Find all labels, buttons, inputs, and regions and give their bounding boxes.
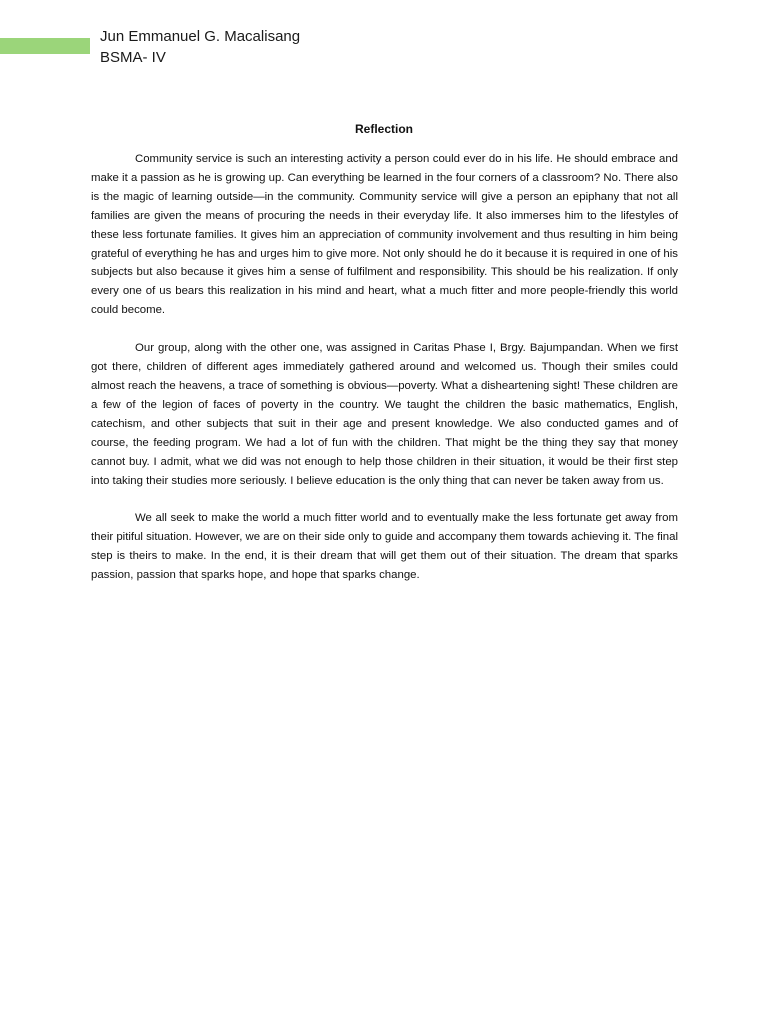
document-body	[91, 150, 678, 604]
author-name: Jun Emmanuel G. Macalisang	[100, 28, 301, 45]
paragraph: Community service is such an interesting activity a person could ever do in his life. He should embrace and make it a passion as he is growing up. Can everything be learned in the four corners of a classroom? No. There also is the magic of learning outside—in the community. Community service will give a person an epiphany that not all families are given the means of procuring the needs in their everyday life. It also immerses him to the lifestyles of these less fortunate families. It gives him an appreciation of community involvement and thus resulting in him being grateful of everything he has and urges him to give more. Not only should he do it because it is required in one of his subjects but also because it gives him a sense of fulfilment and responsibility. This should be his realization. If only every one of us bears this realization in his mind and heart, what a much fitter and more people-friendly this world could become.	[91, 153, 678, 317]
document-title: Reflection	[354, 122, 413, 136]
paragraph: We all seek to make the world a much fitter world and to eventually make the less fortunate get away from their pitiful situation. However, we are on their side only to guide and accompany them towards achieving it. The final step is theirs to make. In the end, it is their dream that will get them out of their situation. The dream that sparks passion, passion that sparks hope, and hope that sparks change.	[91, 512, 678, 582]
accent-bar	[0, 38, 90, 54]
document-header	[100, 26, 300, 68]
paragraph: Our group, along with the other one, was assigned in Caritas Phase I, Brgy. Bajumpandan. When we first got there, children of different ages immediately gathered around and welcomed us. Though their smiles could almost reach the heavens, a trace of something is obvious—poverty. What a disheartening sight! These children are a few of the legion of faces of poverty in the country. We taught the children the basic mathematics, English, catechism, and other subjects that suit in their age and present knowledge. We also conducted games and of course, the feeding program. We had a lot of fun with the children. That might be the thing they say that money cannot buy. I admit, what we did was not enough to help those children in their situation, it would be their first step into taking their studies more seriously. I believe education is the only thing that can never be taken away from us.	[91, 342, 678, 487]
course-label: BSMA- IV	[100, 49, 166, 66]
